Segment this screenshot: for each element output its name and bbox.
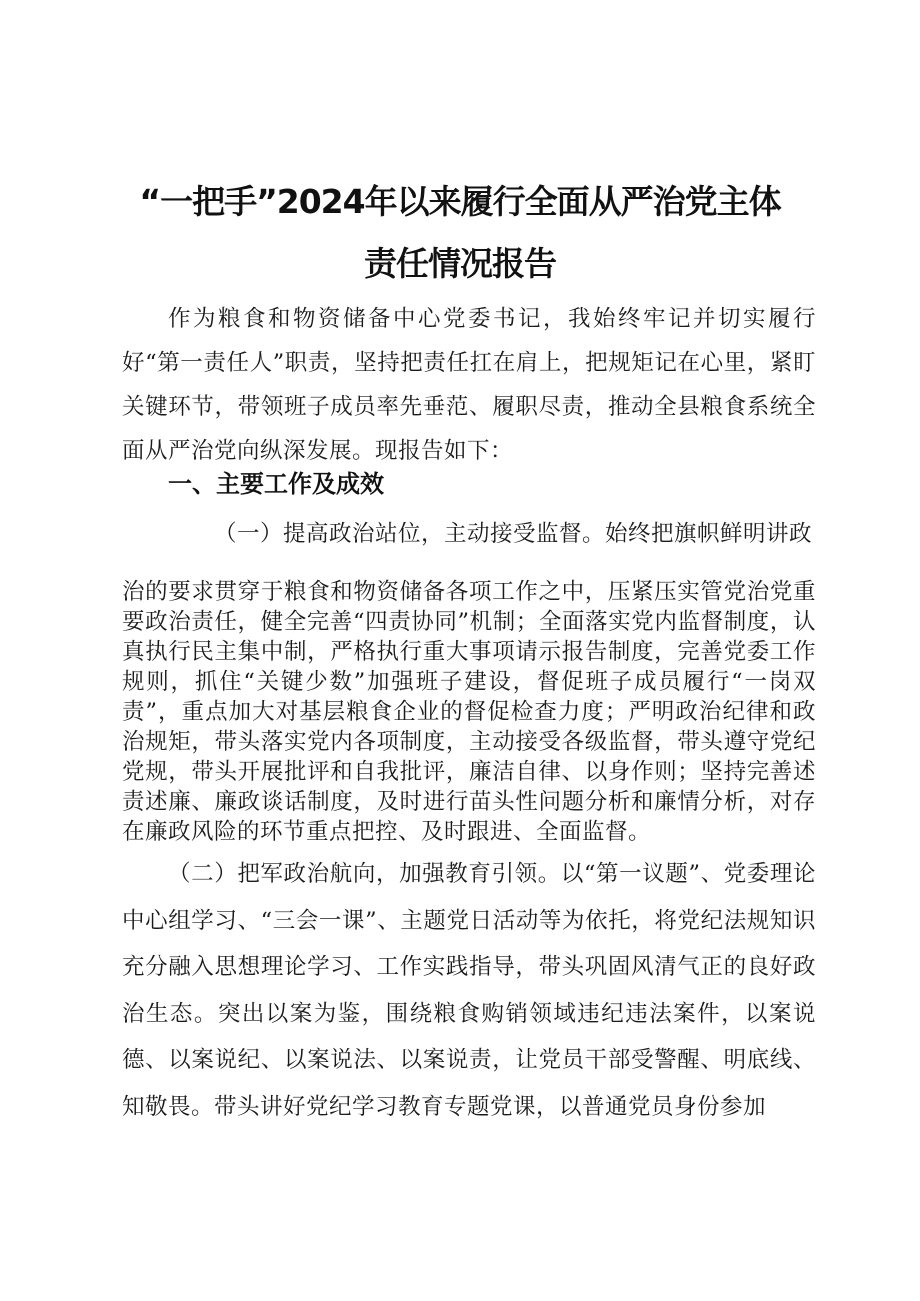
report-title-line-1: “一把手”2024年以来履行全面从严治党主体 — [139, 182, 781, 221]
section-heading-main-work: 一、主要工作及成效 — [168, 470, 384, 498]
report-title-line-2: 责任情况报告 — [364, 244, 556, 283]
subsection-2-paragraph: （二）把军政治航向，加强教育引领。以“第一议题”、党委理论中心组学习、“三会一课”、主题党日活动等为依托，将党纪法规知识充分融入思想理论学习、工作实践指导，带头巩固风清气正的良好政治生态。突出以案为鉴，围绕粮食购销领域违纪违法案件，以案说德、以案说纪、以案说法、以案说责，让党员干部受警醒、明底线、知敬畏。带头讲好党纪学习教育专题党课，以普通党员身份参加 — [122, 861, 816, 1120]
intro-paragraph: 作为粮食和物资储备中心党委书记，我始终牢记并切实履行好“第一责任人”职责，坚持把责任扛在肩上，把规矩记在心里，紧盯关键环节，带领班子成员率先垂范、履职尽责，推动全县粮食系统全面从严治党向纵深发展。现报告如下： — [122, 306, 816, 464]
subsection-1-body: 治的要求贯穿于粮食和物资储备各项工作之中，压紧压实管党治党重要政治责任，健全完善“四责协同”机制；全面落实党内监督制度，认真执行民主集中制，严格执行重大事项请示报告制度，完善党委工作规则，抓住“关键少数”加强班子建设，督促班子成员履行“一岗双责”，重点加大对基层粮食企业的督促检查力度；严明政治纪律和政治规矩，带头落实党内各项制度，主动接受各级监督，带头遵守党纪党规，带头开展批评和自我批评，廉洁自律、以身作则；坚持完善述责述廉、廉政谈话制度，及时进行苗头性问题分析和廉情分析，对存在廉政风险的环节重点把控、及时跟进、全面监督。 — [122, 579, 816, 845]
subsection-1-paragraph — [122, 519, 816, 847]
subsection-1-first-line: （一）提高政治站位，主动接受监督。始终把旗帜鲜明讲政 — [214, 521, 813, 547]
